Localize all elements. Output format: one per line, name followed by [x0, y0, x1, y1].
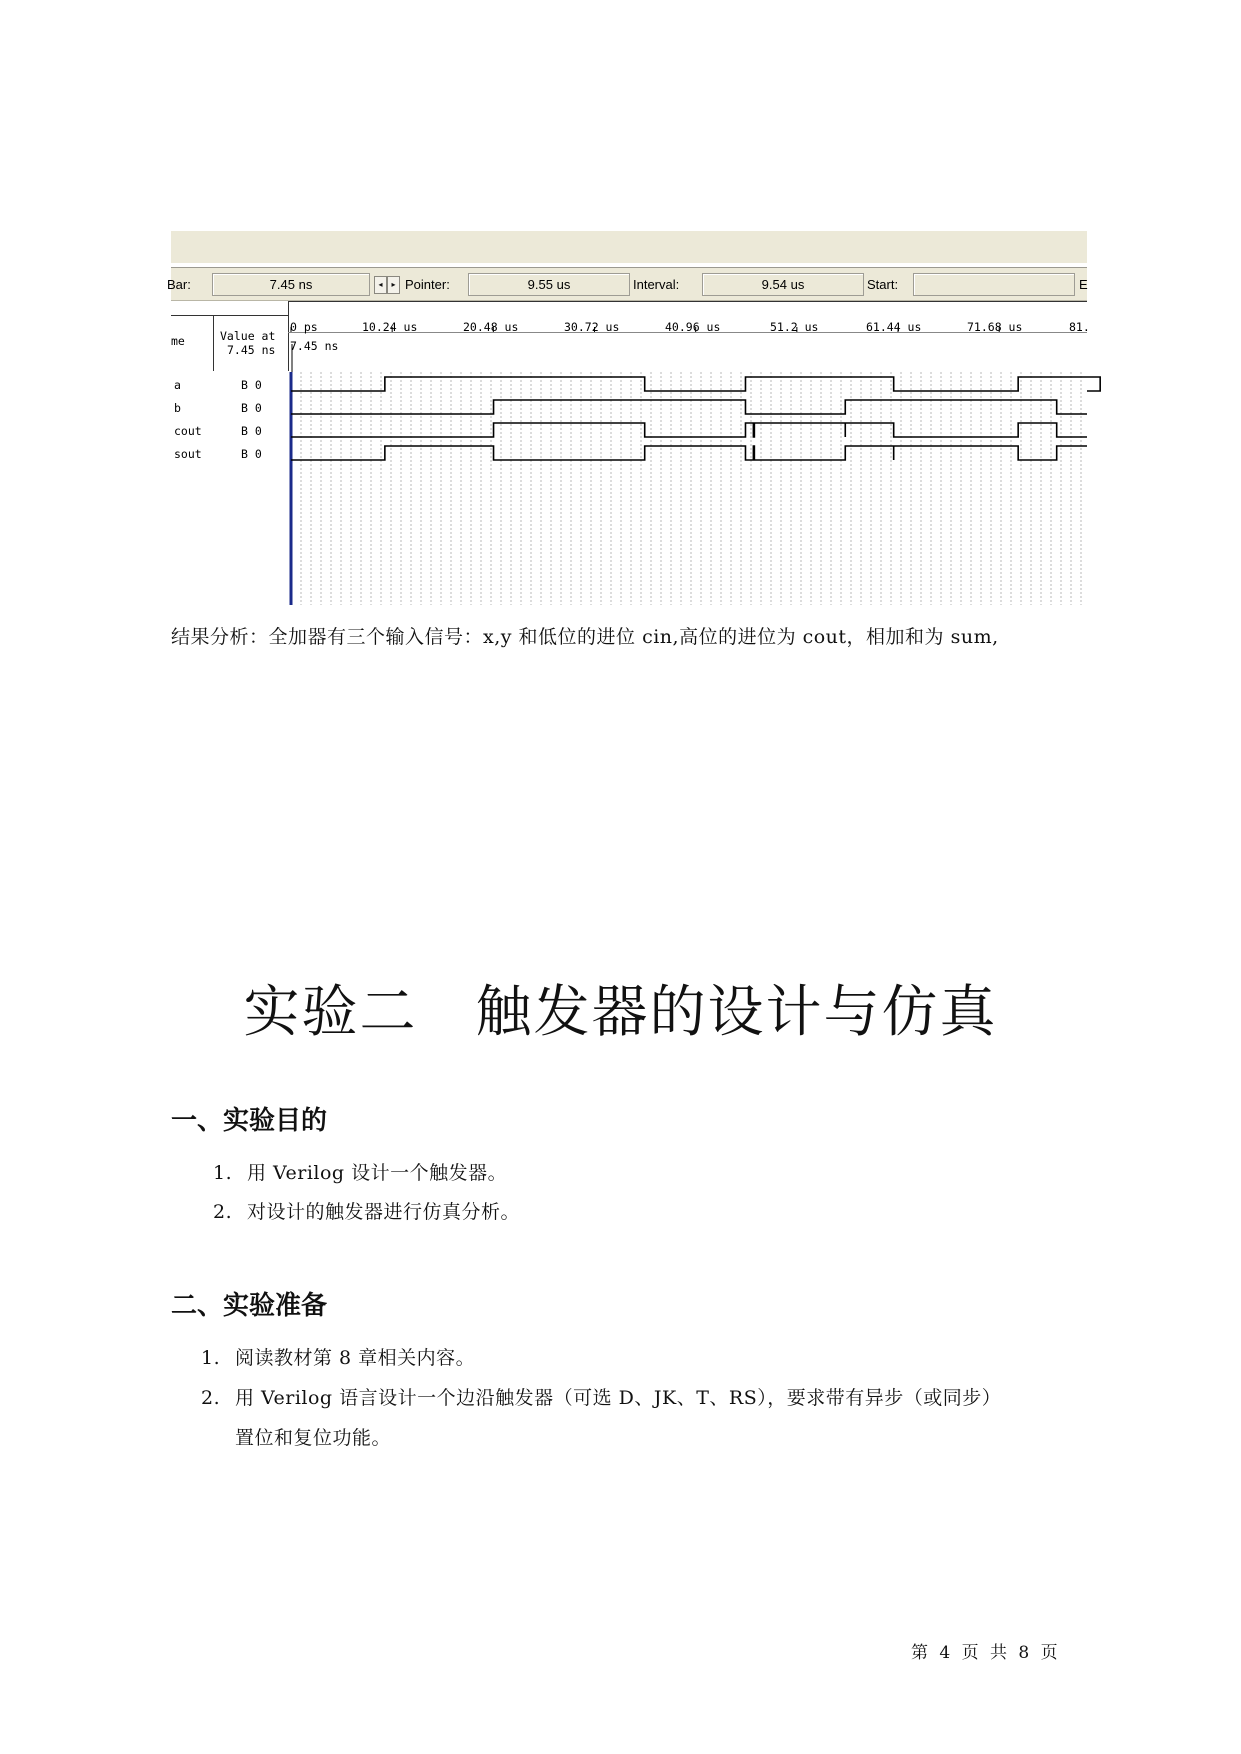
signal-trace-cout [291, 423, 1087, 437]
list-text: 对设计的触发器进行仿真分析。 [247, 1201, 521, 1223]
list-number: 2. [201, 1387, 221, 1409]
signal-value-b: B 0 [241, 401, 262, 415]
signal-value-sout: B 0 [241, 447, 262, 461]
bar-field[interactable]: 7.45 ns [212, 273, 370, 296]
purpose-item-2 [213, 1197, 520, 1224]
cursor-time-label: 7.45 ns [290, 339, 339, 353]
arrow-left-icon[interactable]: ◂ [374, 276, 387, 294]
end-label: E [1079, 277, 1088, 292]
page-footer: 第 4 页 共 8 页 [911, 1643, 1058, 1663]
signal-value-a: B 0 [241, 378, 262, 392]
bar-label: Bar: [167, 277, 191, 292]
start-label: Start: [867, 277, 899, 292]
preparation-item-2-continuation: 置位和复位功能。 [235, 1427, 392, 1449]
time-label-5: 51.2 us [770, 320, 819, 334]
signal-trace-b [291, 400, 1087, 414]
pointer-field[interactable]: 9.55 us [468, 273, 630, 296]
list-text: 用 Verilog 设计一个触发器。 [247, 1162, 508, 1184]
waveform-traces[interactable] [171, 231, 1087, 605]
list-number: 2. [213, 1201, 233, 1223]
value-column-time: 7.45 ns [227, 343, 276, 357]
section-heading-purpose: 一、实验目的 [171, 1106, 328, 1136]
list-text: 用 Verilog 语言设计一个边沿触发器（可选 D、JK、T、RS），要求带有异步（或同步） [235, 1387, 1002, 1409]
interval-field[interactable]: 9.54 us [702, 273, 864, 296]
signal-name-a[interactable]: a [174, 378, 181, 392]
signal-name-b[interactable]: b [174, 401, 181, 415]
time-label-6: 61.44 us [866, 320, 922, 334]
signal-trace-a [291, 377, 1100, 391]
experiment-title: 实验二 触发器的设计与仿真 [243, 980, 998, 1045]
section-heading-preparation: 二、实验准备 [171, 1291, 328, 1321]
preparation-item-1 [201, 1343, 475, 1370]
time-label-2: 20.48 us [463, 320, 519, 334]
list-text: 阅读教材第 8 章相关内容。 [235, 1347, 476, 1369]
time-label-7: 71.68 us [967, 320, 1023, 334]
list-number: 1. [213, 1162, 233, 1184]
value-column-header: Value at [220, 329, 276, 343]
time-label-1: 10.24 us [362, 320, 418, 334]
interval-label: Interval: [633, 277, 680, 292]
result-analysis-caption: 结果分析：全加器有三个输入信号：x,y 和低位的进位 cin,高位的进位为 cout，相加和为 sum, [171, 626, 999, 648]
signal-value-cout: B 0 [241, 424, 262, 438]
signal-trace-sout [291, 446, 1087, 460]
arrow-right-icon[interactable]: ▸ [387, 276, 400, 294]
time-label-0: 0 ps [290, 320, 318, 334]
name-column-header: me [171, 334, 185, 348]
signal-name-cout[interactable]: cout [174, 424, 202, 438]
time-label-3: 30.72 us [564, 320, 620, 334]
preparation-item-2 [201, 1383, 1001, 1410]
purpose-item-1 [213, 1158, 507, 1185]
signal-name-sout[interactable]: sout [174, 447, 202, 461]
pointer-label: Pointer: [405, 277, 450, 292]
list-number: 1. [201, 1347, 221, 1369]
waveform-viewer [167, 231, 1090, 605]
time-label-8: 81. [1069, 320, 1090, 334]
time-label-4: 40.96 us [665, 320, 721, 334]
